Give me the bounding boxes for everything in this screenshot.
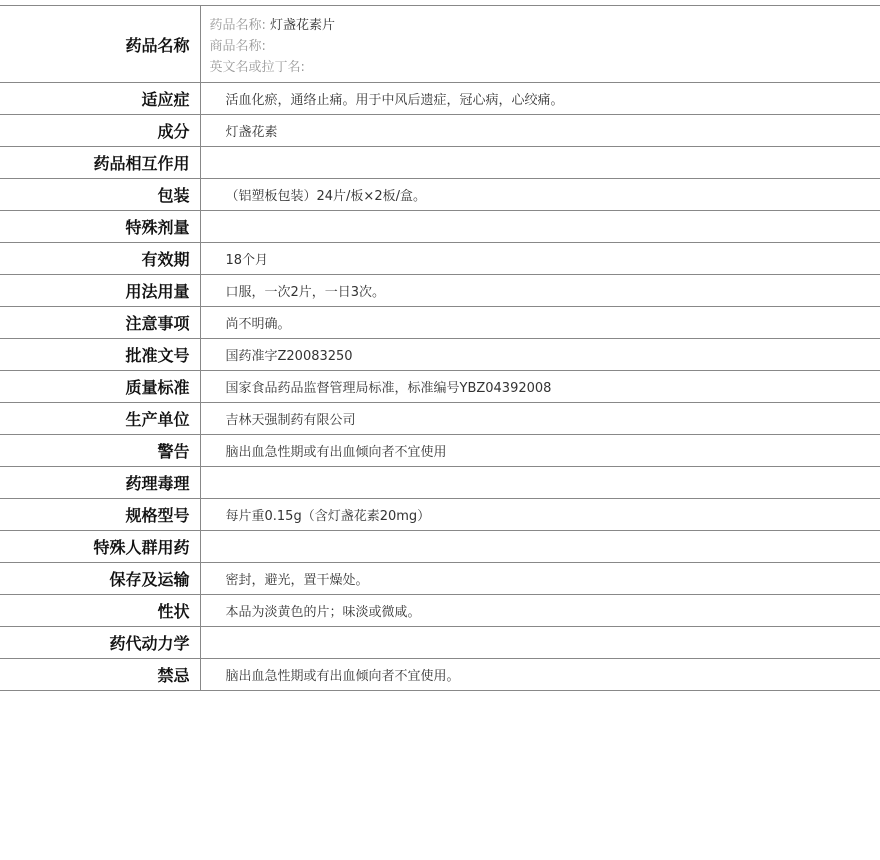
info-row (0, 435, 880, 467)
info-row-value (200, 627, 880, 659)
english-name-line (210, 57, 880, 78)
drug-info-table-body (0, 6, 880, 691)
info-row (0, 147, 880, 179)
info-row (0, 275, 880, 307)
info-row (0, 627, 880, 659)
info-row (0, 115, 880, 147)
info-row-value: 灯盏花素 (200, 115, 880, 147)
info-row-label: 用法用量 (0, 275, 200, 307)
info-row-value: 18个月 (200, 243, 880, 275)
info-row (0, 211, 880, 243)
info-row (0, 595, 880, 627)
name-row-label: 药品名称 (0, 6, 200, 83)
info-row-label: 药代动力学 (0, 627, 200, 659)
info-row-value: 脑出血急性期或有出血倾向者不宜使用 (200, 435, 880, 467)
info-row-value: 国药准字Z20083250 (200, 339, 880, 371)
info-row-value: 脑出血急性期或有出血倾向者不宜使用。 (200, 659, 880, 691)
info-row-label: 有效期 (0, 243, 200, 275)
info-row-value: 吉林天强制药有限公司 (200, 403, 880, 435)
info-row-value: 本品为淡黄色的片；味淡或微咸。 (200, 595, 880, 627)
info-row (0, 403, 880, 435)
info-row-value: 尚不明确。 (200, 307, 880, 339)
info-row (0, 659, 880, 691)
info-row-label: 药品相互作用 (0, 147, 200, 179)
info-row-value (200, 211, 880, 243)
info-row (0, 243, 880, 275)
info-row-label: 生产单位 (0, 403, 200, 435)
info-row-label: 质量标准 (0, 371, 200, 403)
info-row (0, 531, 880, 563)
info-row-label: 药理毒理 (0, 467, 200, 499)
info-row (0, 179, 880, 211)
info-row-value: 活血化瘀，通络止痛。用于中风后遗症，冠心病，心绞痛。 (200, 83, 880, 115)
info-row (0, 83, 880, 115)
info-row-label: 特殊剂量 (0, 211, 200, 243)
info-row-label: 包装 (0, 179, 200, 211)
info-row-value: （铝塑板包装）24片/板×2板/盒。 (200, 179, 880, 211)
generic-name-value: 灯盏花素片 (270, 18, 336, 33)
info-row-label: 禁忌 (0, 659, 200, 691)
drug-info-table (0, 5, 880, 691)
info-row-label: 特殊人群用药 (0, 531, 200, 563)
info-row-label: 成分 (0, 115, 200, 147)
name-row-value (200, 6, 880, 83)
info-row (0, 467, 880, 499)
english-name-key: 英文名或拉丁名: (209, 60, 305, 75)
info-row (0, 371, 880, 403)
name-row (0, 6, 880, 83)
generic-name-key: 药品名称: (209, 18, 266, 33)
info-row-label: 警告 (0, 435, 200, 467)
info-row-value (200, 147, 880, 179)
generic-name-line (210, 15, 880, 36)
info-row-label: 适应症 (0, 83, 200, 115)
info-row-value: 口服，一次2片，一日3次。 (200, 275, 880, 307)
info-row (0, 563, 880, 595)
info-row-label: 性状 (0, 595, 200, 627)
info-row-value: 国家食品药品监督管理局标准，标准编号YBZ04392008 (200, 371, 880, 403)
trade-name-key: 商品名称: (209, 39, 266, 54)
info-row-value: 每片重0.15g（含灯盏花素20mg） (200, 499, 880, 531)
info-row-label: 注意事项 (0, 307, 200, 339)
info-row (0, 307, 880, 339)
info-row-value (200, 531, 880, 563)
info-row-label: 规格型号 (0, 499, 200, 531)
info-row (0, 499, 880, 531)
info-row-value (200, 467, 880, 499)
info-row-value: 密封，避光，置干燥处。 (200, 563, 880, 595)
info-row (0, 339, 880, 371)
info-row-label: 保存及运输 (0, 563, 200, 595)
trade-name-line (210, 36, 880, 57)
info-row-label: 批准文号 (0, 339, 200, 371)
